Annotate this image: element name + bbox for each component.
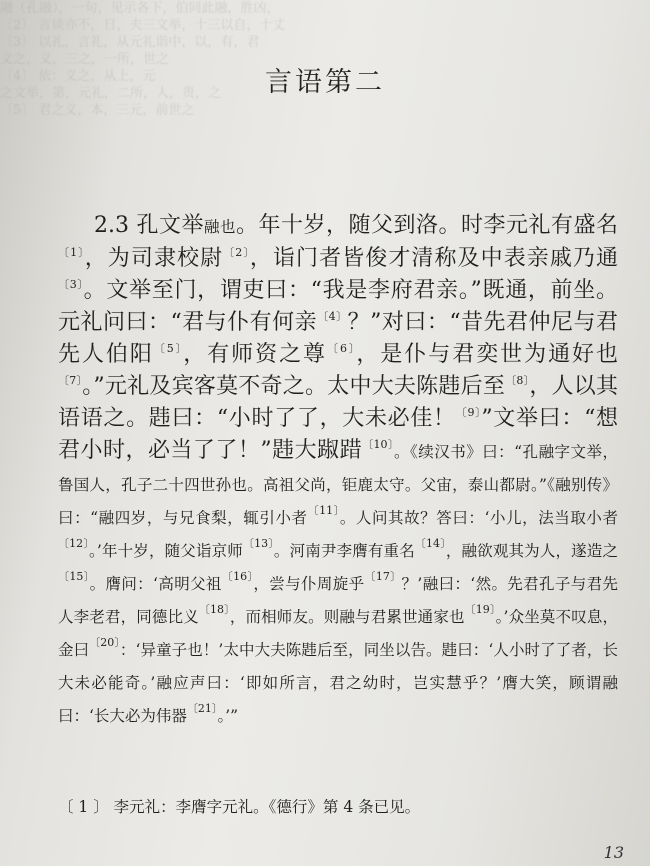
footnote: 〔 1 〕 李元礼：李膺字元礼。《德行》第 4 条已见。 bbox=[58, 798, 421, 816]
chapter-title: 言语第二 bbox=[265, 67, 385, 98]
note-ref: 〔12〕 bbox=[58, 537, 89, 550]
note-ref: 〔4〕 bbox=[317, 310, 348, 323]
note-ref: 〔8〕 bbox=[505, 374, 530, 387]
note-ref: 〔17〕 bbox=[364, 570, 402, 583]
note-ref: 〔18〕 bbox=[198, 603, 230, 616]
bleed-line: 之文举，第，元礼，二所，人，贵，之 bbox=[0, 86, 222, 101]
text-run: ，融欲观其为人，遂造之 bbox=[445, 542, 618, 560]
text-run: ？”对曰：“昔先君仲尼与君先人伯阳 bbox=[58, 310, 619, 367]
note-ref: 〔6〕 bbox=[327, 342, 357, 355]
passage-number: 2.3 bbox=[94, 213, 129, 238]
text-run: 。膺问：‘高明父祖 bbox=[89, 575, 222, 593]
text-run: 。’年十岁，随父诣京师 bbox=[88, 542, 243, 560]
note-ref: 〔1〕 bbox=[58, 246, 85, 259]
bleed-line: 融（孔融），一句，见示各下，伯同此融，胜凶， bbox=[0, 1, 280, 16]
text-run: 。’众坐莫不叹息，金曰 bbox=[58, 608, 619, 659]
bleed-through-text bbox=[0, 0, 650, 230]
note-ref: 〔16〕 bbox=[221, 570, 254, 583]
text-run: ，是仆与君奕世为通好也 bbox=[356, 342, 618, 367]
note-ref: 〔11〕 bbox=[307, 504, 340, 517]
bleed-line: 〔3〕 以礼，言礼，从元礼诣中，以，有，君 bbox=[0, 35, 260, 50]
text-run: ：‘异童子也！’太中大夫陈韪后至，同坐以告。韪曰：‘人小时了了者，长大未必能奇。’融应声曰：‘即如所言，君之幼时，岂实慧乎？’膺大笑，顾谓融曰：‘长大必为伟器 bbox=[58, 641, 618, 725]
text-run: ”文举曰：“想君小时，必当了了！”韪大踧踖 bbox=[58, 406, 619, 463]
note-ref: 〔13〕 bbox=[242, 537, 274, 550]
text-run: ？’融曰：‘然。先君孔子与君先人李老君，同德比义 bbox=[58, 575, 618, 626]
text-run: 。’” bbox=[217, 707, 239, 725]
commentary bbox=[58, 443, 618, 725]
text-run: 。河南尹李膺有重名 bbox=[273, 542, 415, 560]
note-ref: 〔3〕 bbox=[58, 278, 84, 291]
text-run: ，人以其语语之。韪曰：“小时了了，大未必佳！ bbox=[58, 374, 619, 431]
text-run: 。”元礼及宾客莫不奇之。太中大夫陈韪后至 bbox=[82, 374, 506, 399]
note-ref: 〔21〕 bbox=[186, 702, 218, 715]
text-run: 。人问其故？答曰：‘小儿，法当取小者 bbox=[339, 509, 618, 527]
text-run: 。年十岁，随父到洛。时李元礼有盛名 bbox=[236, 213, 618, 238]
passage-paragraph bbox=[58, 210, 618, 732]
note-ref: 〔20〕 bbox=[89, 636, 120, 649]
text-run: ，诣门者皆俊才清称及中表亲戚乃通 bbox=[249, 246, 618, 271]
note-ref: 〔14〕 bbox=[414, 537, 446, 550]
text-run: ，有师资之尊 bbox=[183, 342, 327, 367]
text-run: 孔文举 bbox=[136, 213, 204, 238]
bleed-line: 〔2〕 言谈亦不，日，夫三文举，十三以自，十丈 bbox=[0, 18, 286, 33]
text-run: ，而相师友。则融与君累世通家也 bbox=[229, 608, 465, 626]
passage-body bbox=[58, 210, 618, 732]
note-ref: 〔9〕 bbox=[455, 406, 482, 419]
inline-note: 融也 bbox=[204, 218, 236, 236]
note-ref: 〔10〕 bbox=[362, 438, 395, 451]
note-ref: 〔19〕 bbox=[464, 603, 496, 616]
text-run: ，为司隶校尉 bbox=[84, 246, 224, 271]
bleed-line: 〔5〕 君之义，本，三元，前世之 bbox=[0, 103, 195, 118]
page-number: 13 bbox=[603, 843, 624, 862]
bleed-line: 义之，义，三之，一所，世之 bbox=[0, 52, 170, 67]
text-run: 。文举至门，谓吏曰：“我是李府君亲。”既通，前坐。元礼问曰：“君与仆有何亲 bbox=[58, 278, 619, 335]
note-ref: 〔5〕 bbox=[153, 342, 184, 355]
text-run: ，尝与仆周旋乎 bbox=[253, 575, 365, 593]
note-ref: 〔2〕 bbox=[223, 246, 250, 259]
bleed-line: 〔4〕 依：义之，从上，元 bbox=[0, 69, 156, 84]
note-ref: 〔15〕 bbox=[58, 570, 90, 583]
note-ref: 〔7〕 bbox=[58, 374, 83, 387]
text-run: 。《续汉书》曰：“孔融字文举，鲁国人，孔子二十四世孙也。高祖父尚，钜鹿太守。父宙，泰山都尉。”《融别传》曰：“融四岁，与兄食梨，辄引小者 bbox=[58, 443, 619, 527]
